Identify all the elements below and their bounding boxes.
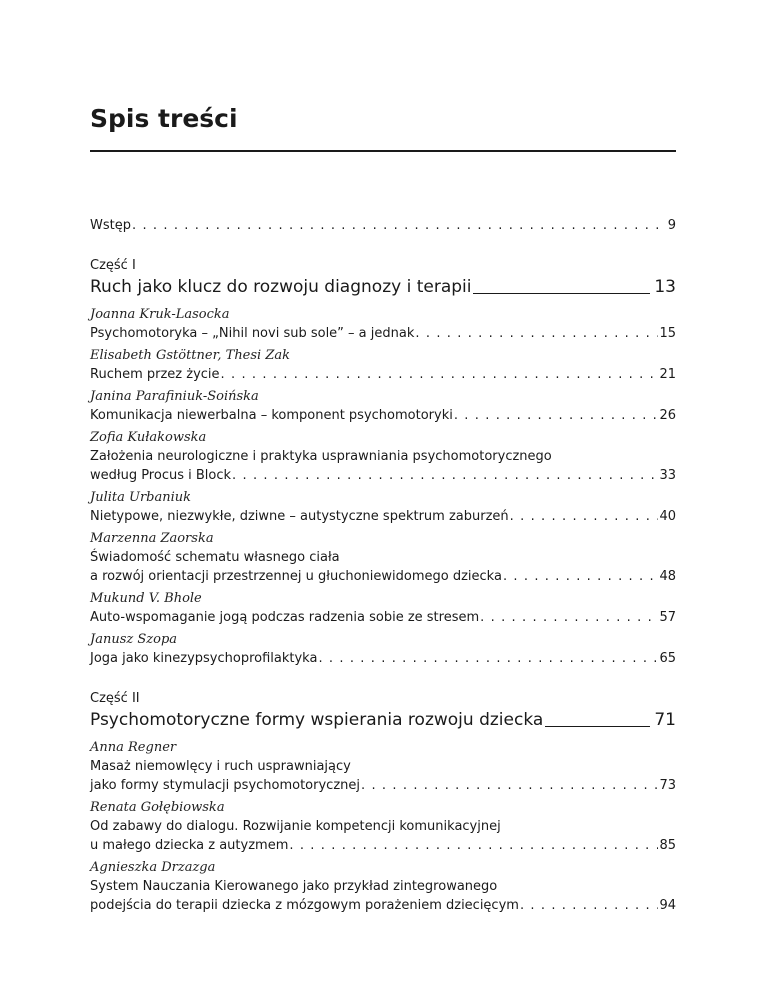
dot-leader [415, 324, 658, 343]
dot-leader [289, 836, 658, 855]
dot-leader [510, 507, 659, 526]
entry-title-row [90, 507, 676, 526]
entry-title-row [90, 649, 676, 668]
page-title: Spis treści [90, 104, 238, 133]
entry-title: według Procus i Block [90, 468, 232, 483]
dot-leader [503, 567, 659, 586]
part-heading-title: Ruch jako klucz do rozwoju diagnozy i terapii [90, 277, 472, 297]
dot-leader [454, 406, 659, 425]
entry-title-row [90, 365, 676, 384]
entry-author: Elisabeth Gstöttner, Thesi Zak [90, 348, 291, 363]
dot-leader [361, 776, 658, 795]
entry-title-row [90, 406, 676, 425]
page-number: 73 [659, 778, 676, 793]
dot-leader [480, 608, 658, 627]
entry-author: Agnieszka Drzazga [90, 860, 216, 875]
dot-leader [520, 896, 659, 915]
dot-leader [221, 365, 659, 384]
entry-author: Mukund V. Bhole [90, 591, 202, 606]
page-number: 65 [659, 651, 676, 666]
entry-title: Nietypowe, niezwykłe, dziwne – autystyczne spektrum zaburzeń [90, 509, 509, 524]
entry-title: Komunikacja niewerbalna – komponent psychomotoryki [90, 408, 453, 423]
toc-entry[interactable] [90, 305, 676, 343]
page-number: 21 [659, 367, 676, 382]
page-number: 33 [659, 468, 676, 483]
toc-entry[interactable] [90, 858, 676, 915]
page-number: 48 [659, 569, 676, 584]
entry-author: Zofia Kułakowska [90, 430, 207, 445]
toc-entry[interactable] [90, 798, 676, 855]
entry-title-row [90, 776, 676, 795]
toc-entry[interactable] [90, 387, 676, 425]
entry-title: jako formy stymulacji psychomotorycznej [90, 778, 360, 793]
entry-title-row [90, 466, 676, 485]
title-rule [90, 150, 676, 152]
page-number: 94 [659, 898, 676, 913]
entry-title-row [90, 896, 676, 915]
entry-title-line: Założenia neurologiczne i praktyka usprawniania psychomotorycznego [90, 449, 552, 464]
entry-title-line: Świadomość schematu własnego ciała [90, 550, 340, 565]
entry-title: Psychomotoryka – „Nihil novi sub sole” – a jednak [90, 326, 415, 341]
part-label: Część II [90, 691, 140, 706]
part-heading-title: Psychomotoryczne formy wspierania rozwoju dziecka [90, 710, 544, 730]
entry-author: Anna Regner [90, 740, 177, 755]
table-of-contents [90, 216, 676, 918]
entry-title-line: Od zabawy do dialogu. Rozwijanie kompetencji komunikacyjnej [90, 819, 501, 834]
dot-leader [232, 466, 658, 485]
toc-parts [90, 257, 676, 915]
part-label: Część I [90, 258, 136, 273]
toc-entry[interactable] [90, 738, 676, 795]
page-number: 13 [654, 277, 676, 297]
toc-entry-intro[interactable] [90, 216, 676, 235]
dot-leader [318, 649, 658, 668]
entry-title: Joga jako kinezypsychoprofilaktyka [90, 651, 318, 666]
page-number: 57 [659, 610, 676, 625]
toc-entry[interactable] [90, 630, 676, 668]
entry-author: Julita Urbaniuk [90, 490, 192, 505]
dot-leader [132, 216, 667, 235]
toc-entry[interactable] [90, 529, 676, 586]
entry-author: Marzenna Zaorska [90, 531, 214, 546]
page-number: 40 [659, 509, 676, 524]
page-number: 85 [659, 838, 676, 853]
part-heading[interactable] [90, 708, 676, 732]
toc-entry[interactable] [90, 488, 676, 526]
entry-title-line: Masaż niemowlęcy i ruch usprawniający [90, 759, 351, 774]
entry-title: u małego dziecka z autyzmem [90, 838, 289, 853]
entry-author: Janusz Szopa [90, 632, 178, 647]
page-number: 9 [667, 218, 676, 233]
heading-rule [473, 293, 650, 294]
entry-title-row [90, 567, 676, 586]
entry-title-line: System Nauczania Kierowanego jako przykład zintegrowanego [90, 879, 498, 894]
toc-entry[interactable] [90, 589, 676, 627]
page-number: 26 [659, 408, 676, 423]
entry-author: Joanna Kruk-Lasocka [90, 307, 230, 322]
heading-rule [545, 726, 650, 727]
entry-title-row [90, 836, 676, 855]
entry-title: podejścia do terapii dziecka z mózgowym porażeniem dziecięcym [90, 898, 519, 913]
entry-author: Renata Gołębiowska [90, 800, 225, 815]
part-heading[interactable] [90, 275, 676, 299]
page-number: 15 [659, 326, 676, 341]
entry-author: Janina Parafiniuk-Soińska [90, 389, 259, 404]
entry-title-row [90, 608, 676, 627]
entry-title-row [90, 324, 676, 343]
toc-entry[interactable] [90, 346, 676, 384]
page-number: 71 [654, 710, 676, 730]
entry-title: Wstęp [90, 218, 131, 233]
entry-title: a rozwój orientacji przestrzennej u głuchoniewidomego dziecka [90, 569, 502, 584]
entry-title: Ruchem przez życie [90, 367, 220, 382]
toc-entry[interactable] [90, 428, 676, 485]
entry-title: Auto-wspomaganie jogą podczas radzenia sobie ze stresem [90, 610, 480, 625]
